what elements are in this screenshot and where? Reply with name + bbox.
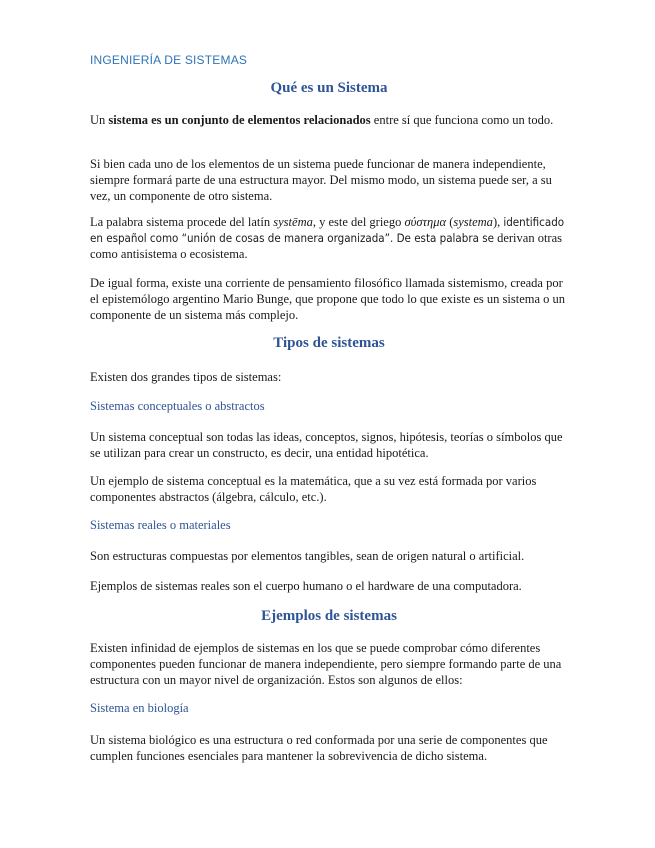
subheading-conceptuales: Sistemas conceptuales o abstractos [90, 399, 265, 413]
heading-que-es-un-sistema: Qué es un Sistema [270, 80, 388, 96]
text: , y este del griego [312, 215, 405, 229]
subheading-reales: Sistemas reales o materiales [90, 518, 231, 532]
paragraph-sistemismo: De igual forma, existe una corriente de pensamiento filosófico llamada sistemismo, creada por el epistemólogo argentino Mario Bunge, que propone que todo lo que existe es un sistema o un componente de un sistema más complejo. [90, 276, 566, 322]
paragraph-independence: Si bien cada uno de los elementos de un sistema puede funcionar de manera independiente, siempre formará parte de una estructura mayor. Del mismo modo, un sistema puede ser, a su vez, un componente de otro sistema. [90, 157, 552, 203]
bold-definition: sistema es un conjunto de elementos relacionados [108, 113, 371, 127]
paragraph-ejemplos-intro: Existen infinidad de ejemplos de sistemas en los que se puede comprobar cómo diferentes componentes pueden funcionar de manera independiente, pero siempre formando parte de una estructura con un mayor nivel de organización. Estos son algunos de ellos: [90, 641, 562, 687]
greek-word: σύστημα [404, 215, 447, 229]
page-header: INGENIERÍA DE SISTEMAS [90, 53, 248, 67]
text: entre sí que funciona como un todo. [370, 113, 554, 127]
transliteration: systema [453, 215, 493, 229]
text: ), [492, 215, 504, 229]
subheading-biologia: Sistema en biología [90, 701, 189, 715]
heading-ejemplos-de-sistemas: Ejemplos de sistemas [261, 608, 397, 624]
paragraph-reales-example: Ejemplos de sistemas reales son el cuerpo humano o el hardware de una computadora. [90, 579, 522, 593]
paragraph-definition [90, 112, 570, 128]
text: La palabra sistema procede del latín [90, 215, 274, 229]
paragraph-reales: Son estructuras compuestas por elementos tangibles, sean de origen natural o artificial. [90, 549, 525, 563]
paragraph-biologia: Un sistema biológico es una estructura o red conformada por una serie de componentes que cumplen funciones esenciales para mantener la sobrevivencia de dicho sistema. [90, 733, 548, 763]
paragraph-etymology [90, 214, 570, 262]
text: ( [446, 215, 454, 229]
paragraph-conceptual: Un sistema conceptual son todas las ideas, conceptos, signos, hipótesis, teorías o símbolos que se utilizan para crear un constructo, es decir, una entidad hipotética. [90, 430, 563, 460]
text: Un [90, 113, 109, 127]
latin-word: systēma [273, 215, 313, 229]
paragraph-conceptual-example: Un ejemplo de sistema conceptual es la matemática, que a su vez está formada por varios componentes abstractos (álgebra, cálculo, etc.). [90, 474, 537, 504]
paragraph-tipos-intro: Existen dos grandes tipos de sistemas: [90, 370, 282, 384]
heading-tipos-de-sistemas: Tipos de sistemas [273, 335, 385, 351]
text-definition-quote: identificado en español como “unión de cosas de manera organizada”. De esta palabra se [90, 215, 565, 245]
text: derivan otras como antisistema o ecosistema. [90, 231, 562, 261]
